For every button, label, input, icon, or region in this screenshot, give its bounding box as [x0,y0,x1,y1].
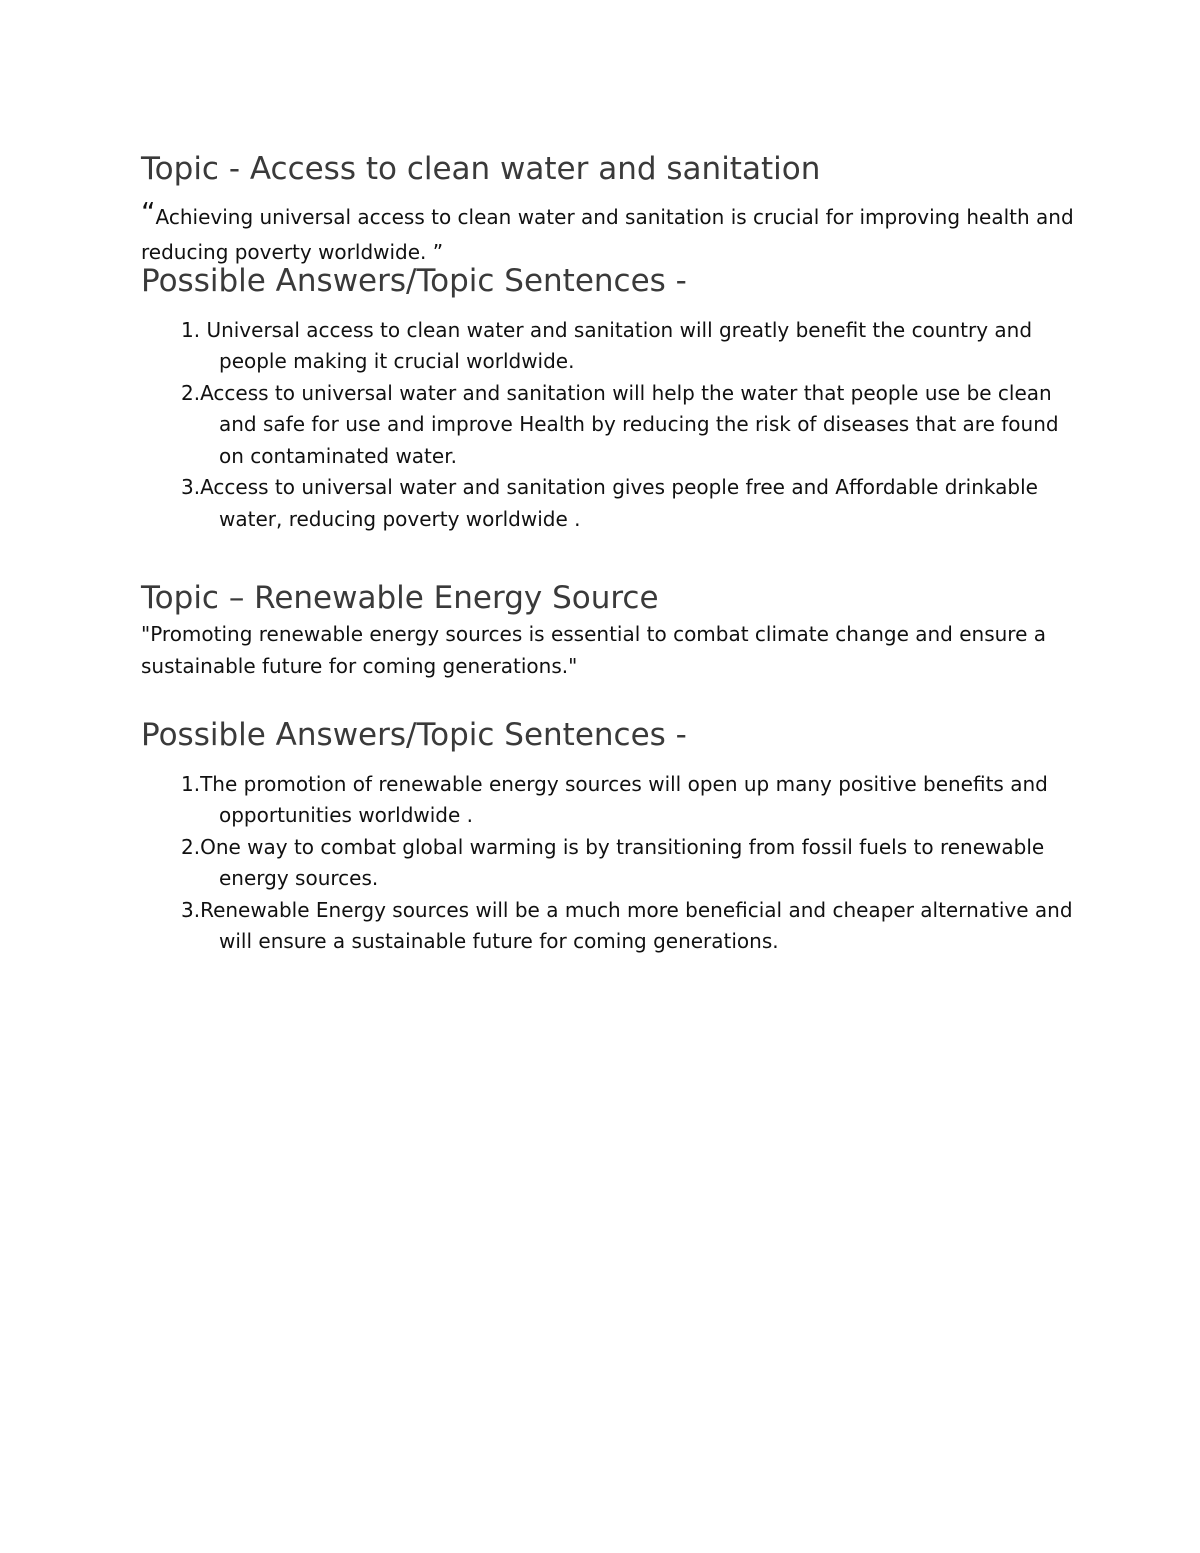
list-item: 3.Renewable Energy sources will be a much more beneficial and cheaper alternative and will ensure a sustainable future for coming generations. [181,897,1073,953]
quote-open-mark: “ [141,195,156,229]
list-item: 3.Access to universal water and sanitation gives people free and Affordable drinkable water, reducing poverty worldwide . [181,475,1038,531]
answers-list-water [141,315,1081,536]
answers-heading-energy: Possible Answers/Topic Sentences - [141,716,687,753]
list-item: 2.One way to combat global warming is by transitioning from fossil fuels to renewable energy sources. [181,834,1045,890]
answers-heading-water: Possible Answers/Topic Sentences - [141,262,687,299]
list-item: 2.Access to universal water and sanitation will help the water that people use be clean and safe for use and improve Health by reducing the risk of diseases that are found on contaminated water. [181,380,1059,468]
topic-heading-water: Topic - Access to clean water and sanitation [141,151,821,187]
list-item: 1.The promotion of renewable energy sources will open up many positive benefits and opportunities worldwide . [181,771,1048,827]
document-page [141,150,1081,958]
quote-energy: "Promoting renewable energy sources is essential to combat climate change and ensure a sustainable future for coming generations." [141,621,1047,678]
list-item: 1. Universal access to clean water and sanitation will greatly benefit the country and people making it crucial worldwide. [181,317,1033,373]
answers-list-energy [141,769,1081,958]
quote-water [141,195,1081,270]
quote-water-text: Achieving universal access to clean water and sanitation is crucial for improving health and reducing poverty worldwide. ” [141,204,1074,264]
topic-heading-energy: Topic – Renewable Energy Source [141,580,659,616]
